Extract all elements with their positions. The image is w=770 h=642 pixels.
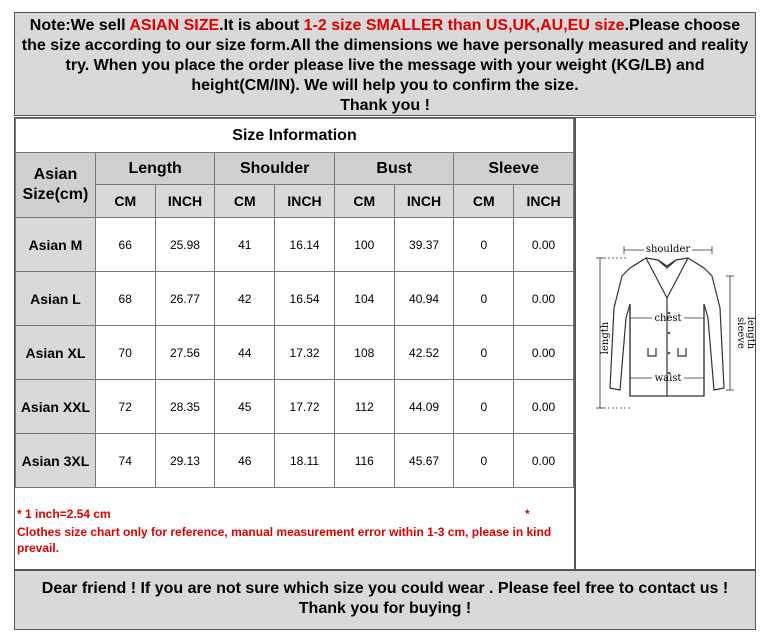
note-line-3: try. When you place the order please live the message with your weight (KG/LB) and: [65, 57, 705, 74]
unit-cm: CM: [454, 185, 514, 218]
table-cell: 66: [95, 218, 155, 272]
table-cell: 39.37: [394, 218, 454, 272]
note-tail: .Please choose: [624, 17, 741, 34]
inch-conversion-note: * 1 inch=2.54 cm: [17, 507, 111, 521]
row-size-label: Asian XXL: [16, 380, 96, 434]
table-cell: 29.13: [155, 434, 215, 488]
group-sleeve: Sleeve: [454, 153, 574, 185]
note-line-2: the size according to our size form.All the dimensions we have personally measured and reality: [21, 37, 749, 54]
chest-label: chest: [654, 313, 682, 324]
unit-inch: INCH: [514, 185, 574, 218]
table-cell: 0.00: [514, 218, 574, 272]
table-row: [16, 272, 574, 326]
row-size-label: Asian L: [16, 272, 96, 326]
unit-cm: CM: [95, 185, 155, 218]
table-cell: 74: [95, 434, 155, 488]
size-table-panel: [14, 117, 575, 570]
note-highlight-asian-size: ASIAN SIZE: [129, 17, 220, 34]
row-size-label: Asian 3XL: [16, 434, 96, 488]
table-cell: 16.14: [275, 218, 335, 272]
table-title: Size Information: [16, 119, 574, 153]
note-thank-you: Thank you !: [340, 97, 430, 114]
unit-cm: CM: [215, 185, 275, 218]
table-row: [16, 434, 574, 488]
footer-contact-line: Dear friend ! If you are not sure which size you could wear . Please feel free to contact us !: [41, 580, 729, 597]
table-cell: 26.77: [155, 272, 215, 326]
note-line-1: [15, 16, 755, 36]
note-lead: Note:We sell: [29, 17, 130, 34]
note-mid: .It is about: [219, 17, 304, 34]
group-shoulder: Shoulder: [215, 153, 335, 185]
table-cell: 17.72: [275, 380, 335, 434]
footer-thank-you: Thank you for buying !: [298, 600, 472, 617]
table-cell: 70: [95, 326, 155, 380]
shirt-measurement-diagram: [588, 238, 756, 414]
table-cell: 0: [454, 218, 514, 272]
table-notes: [17, 506, 573, 556]
table-cell: 100: [334, 218, 394, 272]
sleeve-length-label: length: [745, 316, 756, 350]
table-cell: 72: [95, 380, 155, 434]
table-cell: 17.32: [275, 326, 335, 380]
measurement-disclaimer: Clothes size chart only for reference, manual measurement error within 1-3 cm, please in kind prevail.: [17, 525, 552, 555]
table-cell: 0: [454, 326, 514, 380]
table-row: [16, 380, 574, 434]
unit-inch: INCH: [155, 185, 215, 218]
table-cell: 27.56: [155, 326, 215, 380]
table-cell: 18.11: [275, 434, 335, 488]
note-highlight-smaller: 1-2 size SMALLER than US,UK,AU,EU size: [303, 17, 625, 34]
table-row: [16, 218, 574, 272]
table-cell: 0: [454, 272, 514, 326]
table-cell: 104: [334, 272, 394, 326]
table-cell: 0.00: [514, 326, 574, 380]
shirt-diagram-panel: [575, 117, 756, 570]
size-note-banner: [14, 12, 756, 116]
table-cell: 40.94: [394, 272, 454, 326]
table-cell: 42: [215, 272, 275, 326]
table-row: [16, 326, 574, 380]
table-cell: 108: [334, 326, 394, 380]
table-cell: 0: [454, 434, 514, 488]
unit-inch: INCH: [394, 185, 454, 218]
group-length: Length: [95, 153, 214, 185]
table-cell: 44.09: [394, 380, 454, 434]
note-asterisk: *: [525, 507, 530, 521]
table-cell: 41: [215, 218, 275, 272]
unit-inch: INCH: [275, 185, 335, 218]
row-header-asian-size: Asian Size(cm): [16, 153, 96, 218]
unit-cm: CM: [334, 185, 394, 218]
table-cell: 0: [454, 380, 514, 434]
table-cell: 42.52: [394, 326, 454, 380]
sleeve-label: sleeve: [735, 317, 746, 349]
table-cell: 44: [215, 326, 275, 380]
shoulder-label: shoulder: [645, 244, 691, 255]
table-cell: 45: [215, 380, 275, 434]
size-table: [15, 118, 574, 488]
waist-label: waist: [654, 373, 682, 384]
table-cell: 45.67: [394, 434, 454, 488]
table-cell: 25.98: [155, 218, 215, 272]
table-cell: 0.00: [514, 434, 574, 488]
contact-footer-banner: [14, 570, 756, 630]
row-size-label: Asian XL: [16, 326, 96, 380]
table-cell: 0.00: [514, 272, 574, 326]
table-cell: 0.00: [514, 380, 574, 434]
group-bust: Bust: [334, 153, 453, 185]
note-line-4: height(CM/IN). We will help you to confirm the size.: [191, 77, 579, 94]
table-cell: 16.54: [275, 272, 335, 326]
table-cell: 68: [95, 272, 155, 326]
table-cell: 116: [334, 434, 394, 488]
table-cell: 28.35: [155, 380, 215, 434]
table-cell: 112: [334, 380, 394, 434]
length-label: length: [600, 321, 611, 355]
row-size-label: Asian M: [16, 218, 96, 272]
table-cell: 46: [215, 434, 275, 488]
